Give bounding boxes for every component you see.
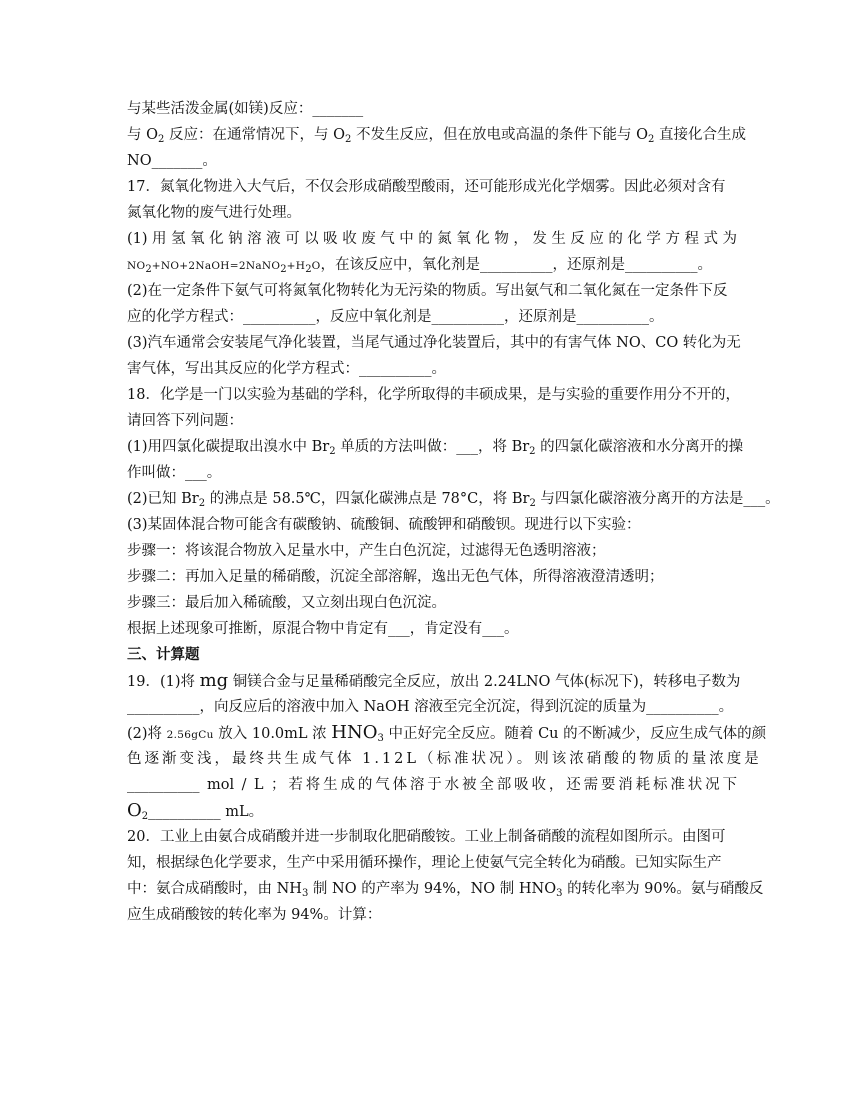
subscript: 3	[377, 733, 384, 744]
text-line	[127, 850, 737, 876]
line-text: 色逐渐变浅，最终共生成气体 1.12L（标准状况）。则该浓硝酸的物质的量浓度是	[127, 751, 762, 767]
line-text: 应生成硝酸铵的转化率为 94%。计算：	[127, 907, 382, 923]
math-variable: mg	[199, 670, 229, 691]
text-line	[127, 122, 746, 148]
line-text: __________，向反应后的溶液中加入 NaOH 溶液至完全沉淀，得到沉淀的质量为__________。	[127, 699, 734, 715]
text-line	[127, 434, 744, 460]
text-line	[127, 460, 737, 486]
question-20-heading	[127, 824, 737, 850]
line-text: 与 O	[127, 127, 158, 143]
line-text: 作叫做：___。	[127, 465, 222, 481]
subscript: 2	[305, 264, 312, 275]
subscript: 2	[344, 134, 352, 145]
line-text: 19．(1)将	[127, 674, 200, 690]
line-text: (2)将	[127, 726, 167, 742]
text-line	[127, 148, 737, 174]
line-text: 知，根据绿色化学要求，生产中采用循环操作，理论上使氨气完全转化为硝酸。已知实际生产	[127, 855, 722, 871]
text-line	[127, 720, 767, 746]
subscript: 2	[280, 264, 287, 275]
line-text: __________ mol / L ；若将生成的气体溶于水被全部吸收，还需要消耗标准状况下	[127, 777, 737, 793]
text-line	[127, 746, 762, 772]
equation-text: +H	[286, 260, 306, 272]
line-text: 与某些活泼金属(如镁)反应：_______	[127, 101, 364, 117]
section-title: 三、计算题	[127, 646, 200, 663]
line-text: 反应：在通常情况下，与 O	[164, 127, 345, 143]
text-line	[127, 772, 737, 798]
text-line	[127, 902, 737, 928]
line-text: NO_______。	[127, 153, 217, 169]
text-line	[127, 538, 737, 564]
text-line	[127, 564, 737, 590]
text-line	[127, 486, 780, 512]
line-text: ，在该反应中，氧化剂是__________，还原剂是__________。	[320, 257, 713, 273]
line-text: 应的化学方程式：__________，反应中氧化剂是__________，还原剂是__________。	[127, 309, 664, 325]
line-text: 20．工业上由氨合成硝酸并进一步制取化肥硝酸铵。工业上制备硝酸的流程如图所示。由图可	[127, 829, 726, 845]
question-17-heading	[127, 174, 737, 200]
line-text: 步骤二：再加入足量的稀硝酸，沉淀全部溶解，逸出无色气体，所得溶液澄清透明；	[127, 569, 664, 585]
subscript: 2	[529, 446, 536, 457]
line-text: (2)已知 Br	[127, 491, 199, 507]
text-line	[127, 694, 737, 720]
subscript: 3	[301, 888, 309, 899]
line-text: 直接化合生成	[654, 127, 746, 143]
equation-text: +NO+2NaOH=2NaNO	[151, 260, 281, 272]
subscript: 2	[145, 264, 152, 275]
subscript: 2	[329, 446, 336, 457]
text-line	[127, 278, 737, 304]
line-text: 中正好完全反应。随着 Cu 的不断减少，反应生成气体的颜	[383, 726, 767, 742]
text-line	[127, 200, 737, 226]
section-heading	[127, 642, 737, 668]
text-line	[127, 96, 737, 122]
equation-line	[127, 252, 737, 278]
line-text: 的四氯化碳溶液和水分离开的操	[535, 439, 744, 455]
line-text: 17．氮氧化物进入大气后，不仅会形成硝酸型酸雨，还可能形成光化学烟雾。因此必须对含有	[127, 179, 726, 195]
text-line	[127, 356, 737, 382]
subscript: 2	[647, 134, 655, 145]
line-text: 铜镁合金与足量稀硝酸完全反应，放出 2.24LNO 气体(标况下)，转移电子数为	[228, 674, 741, 690]
question-19-heading	[127, 668, 741, 694]
text-line	[127, 330, 741, 356]
equation-text: O	[311, 260, 321, 272]
subscript: 2	[198, 498, 206, 509]
line-text: 步骤三：最后加入稀硫酸，又立刻出现白色沉淀。	[127, 595, 446, 611]
formula: O	[127, 800, 142, 821]
text-line	[127, 590, 737, 616]
line-text: 步骤一：将该混合物放入足量水中，产生白色沉淀，过滤得无色透明溶液；	[127, 543, 606, 559]
line-text: 单质的方法叫做：___，将 Br	[335, 439, 530, 455]
math-expression: 2.56gCu	[166, 729, 214, 741]
subscript: 2	[158, 134, 165, 145]
line-text: 中：氨合成硝酸时，由 NH	[127, 881, 302, 897]
line-text: 制 NO 的产率为 94%，NO 制 HNO	[308, 881, 557, 897]
line-text: 的转化率为 90%。氨与硝酸反	[562, 881, 764, 897]
equation-text: NO	[127, 260, 146, 272]
text-line	[127, 616, 737, 642]
line-text: 放入 10.0mL 浓	[213, 726, 332, 742]
line-text: 不发生反应，但在放电或高温的条件下能与 O	[351, 127, 648, 143]
line-text: (3)汽车通常会安装尾气净化装置，当尾气通过净化装置后，其中的有害气体 NO、CO 转化为无	[127, 335, 741, 351]
line-text: 害气体，写出其反应的化学方程式：__________。	[127, 361, 446, 377]
text-line	[127, 304, 737, 330]
line-text: (2)在一定条件下氨气可将氮氧化物转化为无污染的物质。写出氨气和二氧化氮在一定条件下反	[127, 283, 728, 299]
document-body	[127, 96, 780, 928]
line-text: (1)用氢氧化钠溶液可以吸收废气中的氮氧化物，发生反应的化学方程式为	[127, 231, 737, 247]
line-text: (3)某固体混合物可能含有碳酸钠、硫酸铜、硫酸钾和硝酸钡。现进行以下实验：	[127, 517, 641, 533]
line-text: 与四氯化碳溶液分离开的方法是___。	[535, 491, 780, 507]
text-line	[127, 798, 737, 824]
line-text: 根据上述现象可推断，原混合物中肯定有___，肯定没有___。	[127, 621, 519, 637]
line-text: 的沸点是 58.5℃，四氯化碳沸点是 78°C，将 Br	[205, 491, 530, 507]
subscript: 2	[141, 811, 149, 822]
line-text: __________ mL。	[148, 804, 264, 820]
line-text: 18．化学是一门以实验为基础的学科，化学所取得的丰硕成果，是与实验的重要作用分不开的，	[127, 387, 740, 403]
text-line	[127, 512, 737, 538]
line-text: 氮氧化物的废气进行处理。	[127, 205, 301, 221]
line-text: (1)用四氯化碳提取出溴水中 Br	[127, 439, 330, 455]
subscript: 2	[529, 498, 536, 509]
text-line	[127, 226, 737, 252]
subscript: 3	[556, 888, 563, 899]
question-18-heading	[127, 382, 740, 408]
formula: HNO	[331, 722, 378, 743]
text-line	[127, 876, 764, 902]
text-line	[127, 408, 737, 434]
line-text: 请回答下列问题：	[127, 413, 243, 429]
